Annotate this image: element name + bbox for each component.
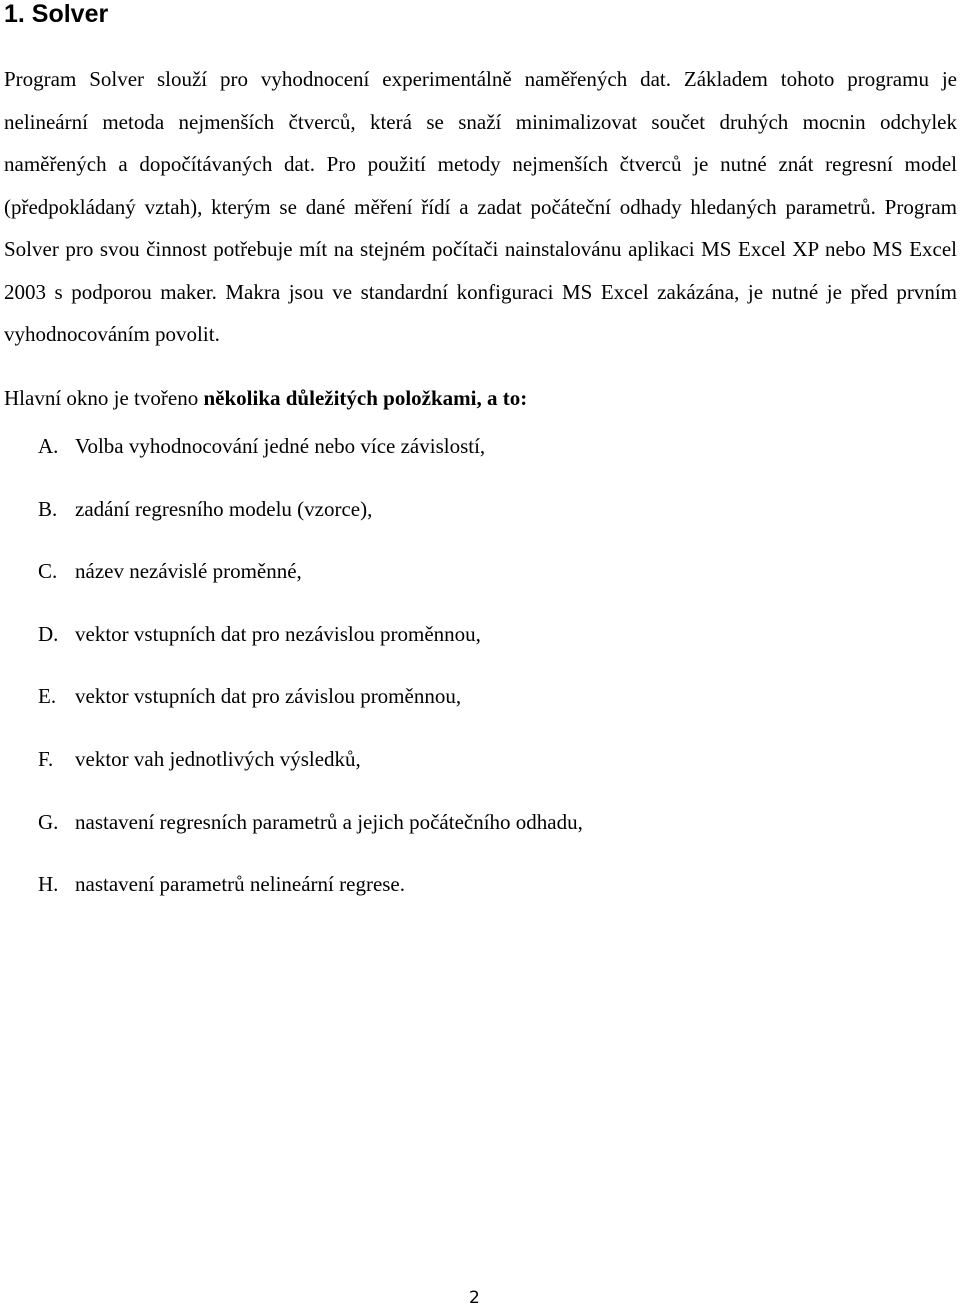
section-heading: 1. Solver xyxy=(4,0,109,28)
list-item xyxy=(38,493,583,556)
list-item xyxy=(38,555,583,618)
list-item-letter: F. xyxy=(38,746,54,771)
list-item-letter: A. xyxy=(38,434,59,458)
list-item-text: Volba vyhodnocování jedné nebo více závislostí, xyxy=(75,434,486,458)
list-intro xyxy=(4,380,527,416)
item-list xyxy=(38,430,583,931)
list-item xyxy=(38,430,583,493)
list-item-text: vektor vah jednotlivých výsledků, xyxy=(75,746,361,771)
list-item-text: zadání regresního modelu (vzorce), xyxy=(75,496,373,521)
list-item-text: nastavení regresních parametrů a jejich počátečního odhadu, xyxy=(75,809,583,834)
body-paragraph: Program Solver slouží pro vyhodnocení experimentálně naměřených dat. Základem tohoto programu je nelineární metoda nejmenších čtverců, která se snaží minimalizovat součet druhých mocnin odchylek naměřených a dopočítávaných dat. Pro použití metody nejmenších čtverců je nutné znát regresní model (předpokládaný vztah), kterým se dané měření řídí a zadat počáteční odhady hledaných parametrů. Program Solver pro svou činnost potřebuje mít na stejném počítači nainstalovánu aplikaci MS Excel XP nebo MS Excel 2003 s podporou maker. Makra jsou ve standardní konfiguraci MS Excel zakázána, je nutné je před prvním vyhodnocováním povolit. xyxy=(4,67,957,346)
list-item-letter: C. xyxy=(38,559,58,584)
list-intro-bold: několika důležitých položkami, a to: xyxy=(203,386,528,410)
list-item-text: název nezávislé proměnné, xyxy=(75,559,302,584)
list-item-letter: G. xyxy=(38,809,59,834)
list-item xyxy=(38,618,583,681)
list-item-letter: D. xyxy=(38,621,59,646)
page-number: 2 xyxy=(469,1288,480,1308)
list-item xyxy=(38,680,583,743)
list-item-text: nastavení parametrů nelineární regrese. xyxy=(75,872,406,897)
list-item-letter: E. xyxy=(38,684,57,709)
list-item xyxy=(38,806,583,869)
list-item-letter: B. xyxy=(38,496,58,521)
list-intro-plain: Hlavní okno je tvořeno xyxy=(4,386,204,410)
list-item-letter: H. xyxy=(38,872,59,897)
list-item xyxy=(38,868,583,931)
list-item-text: vektor vstupních dat pro závislou proměnnou, xyxy=(75,684,462,709)
list-item-text: vektor vstupních dat pro nezávislou proměnnou, xyxy=(75,621,481,646)
list-item xyxy=(38,743,583,806)
